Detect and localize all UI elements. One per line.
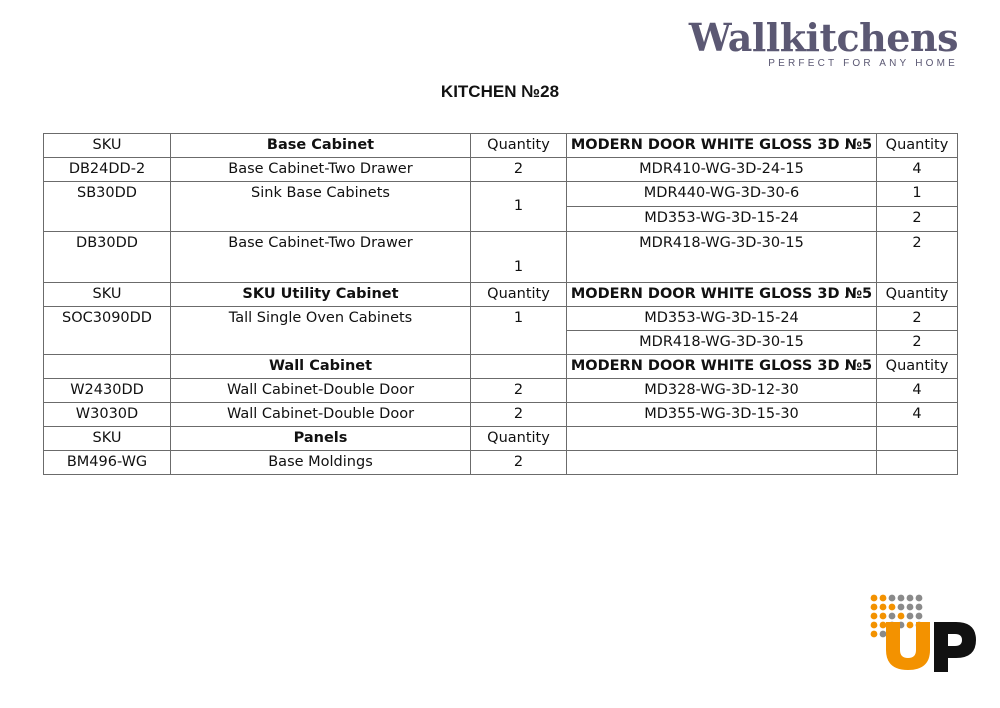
door-quantity-cell: 4: [877, 379, 958, 403]
door-code-cell: [567, 451, 877, 475]
door-quantity-cell: 1: [877, 182, 958, 207]
sku-cell: DB24DD-2: [44, 158, 171, 182]
door-code-cell: MD353-WG-3D-15-24: [567, 207, 877, 232]
item-cell: Base Cabinet-Two Drawer: [171, 158, 471, 182]
door-code-cell: MDR418-WG-3D-30-15: [567, 331, 877, 355]
order-table: [43, 133, 958, 475]
sku-cell: SOC3090DD: [44, 307, 171, 355]
door-code-cell: MDR440-WG-3D-30-6: [567, 182, 877, 207]
sku-cell: BM496-WG: [44, 451, 171, 475]
up-logo-icon: [868, 592, 980, 672]
item-cell: Sink Base Cabinets: [171, 182, 471, 232]
table-row: [44, 158, 958, 182]
door-code-cell: MD353-WG-3D-15-24: [567, 307, 877, 331]
header-door-model: MODERN DOOR WHITE GLOSS 3D №5: [567, 283, 877, 307]
table-row: [44, 451, 958, 475]
quantity-cell: 2: [471, 451, 567, 475]
table-row: [44, 232, 958, 283]
door-quantity-cell: 2: [877, 331, 958, 355]
header-door-model: MODERN DOOR WHITE GLOSS 3D №5: [567, 134, 877, 158]
brand-block: [689, 16, 958, 69]
quantity-cell: 1: [471, 307, 567, 355]
door-quantity-cell: 2: [877, 207, 958, 232]
door-code-cell: MD328-WG-3D-12-30: [567, 379, 877, 403]
header-door-model: MODERN DOOR WHITE GLOSS 3D №5: [567, 355, 877, 379]
header-sku: SKU: [44, 134, 171, 158]
header-door-quantity: Quantity: [877, 283, 958, 307]
quantity-cell: 2: [471, 403, 567, 427]
sku-cell: SB30DD: [44, 182, 171, 232]
header-door-quantity: [877, 427, 958, 451]
document-title: KITCHEN №28: [440, 82, 560, 101]
door-quantity-cell: 2: [877, 307, 958, 331]
door-code-cell: MD355-WG-3D-15-30: [567, 403, 877, 427]
header-sku: [44, 355, 171, 379]
item-cell: Base Moldings: [171, 451, 471, 475]
header-quantity: Quantity: [471, 134, 567, 158]
door-code-cell: MDR410-WG-3D-24-15: [567, 158, 877, 182]
p-letter: [934, 622, 976, 672]
header-door-model: [567, 427, 877, 451]
table-row: [44, 182, 958, 207]
header-quantity: [471, 355, 567, 379]
table-header-row: [44, 427, 958, 451]
door-quantity-cell: 4: [877, 403, 958, 427]
sku-cell: W2430DD: [44, 379, 171, 403]
table-header-row: [44, 355, 958, 379]
door-code-cell: MDR418-WG-3D-30-15: [567, 232, 877, 283]
quantity-cell: 2: [471, 158, 567, 182]
table-row: [44, 307, 958, 331]
u-letter: [886, 622, 930, 670]
table-header-row: [44, 283, 958, 307]
door-quantity-cell: 4: [877, 158, 958, 182]
header-wall-cabinet: Wall Cabinet: [171, 355, 471, 379]
table-row: [44, 403, 958, 427]
door-quantity-cell: 2: [877, 232, 958, 283]
header-door-quantity: Quantity: [877, 355, 958, 379]
quantity-cell: 1: [471, 232, 567, 283]
quantity-cell: 2: [471, 379, 567, 403]
item-cell: Wall Cabinet-Double Door: [171, 403, 471, 427]
item-cell: Tall Single Oven Cabinets: [171, 307, 471, 355]
table-header-row: [44, 134, 958, 158]
header-door-quantity: Quantity: [877, 134, 958, 158]
header-sku: SKU: [44, 427, 171, 451]
header-utility-cabinet: SKU Utility Cabinet: [171, 283, 471, 307]
sku-cell: W3030D: [44, 403, 171, 427]
item-cell: Wall Cabinet-Double Door: [171, 379, 471, 403]
header-quantity: Quantity: [471, 427, 567, 451]
door-quantity-cell: [877, 451, 958, 475]
header-base-cabinet: Base Cabinet: [171, 134, 471, 158]
header-panels: Panels: [171, 427, 471, 451]
sku-cell: DB30DD: [44, 232, 171, 283]
item-cell: Base Cabinet-Two Drawer: [171, 232, 471, 283]
brand-tagline: PERFECT FOR ANY HOME: [768, 58, 958, 69]
header-quantity: Quantity: [471, 283, 567, 307]
header-sku: SKU: [44, 283, 171, 307]
brand-name: Wallkitchens: [688, 15, 958, 60]
table-row: [44, 379, 958, 403]
quantity-cell: 1: [471, 182, 567, 232]
